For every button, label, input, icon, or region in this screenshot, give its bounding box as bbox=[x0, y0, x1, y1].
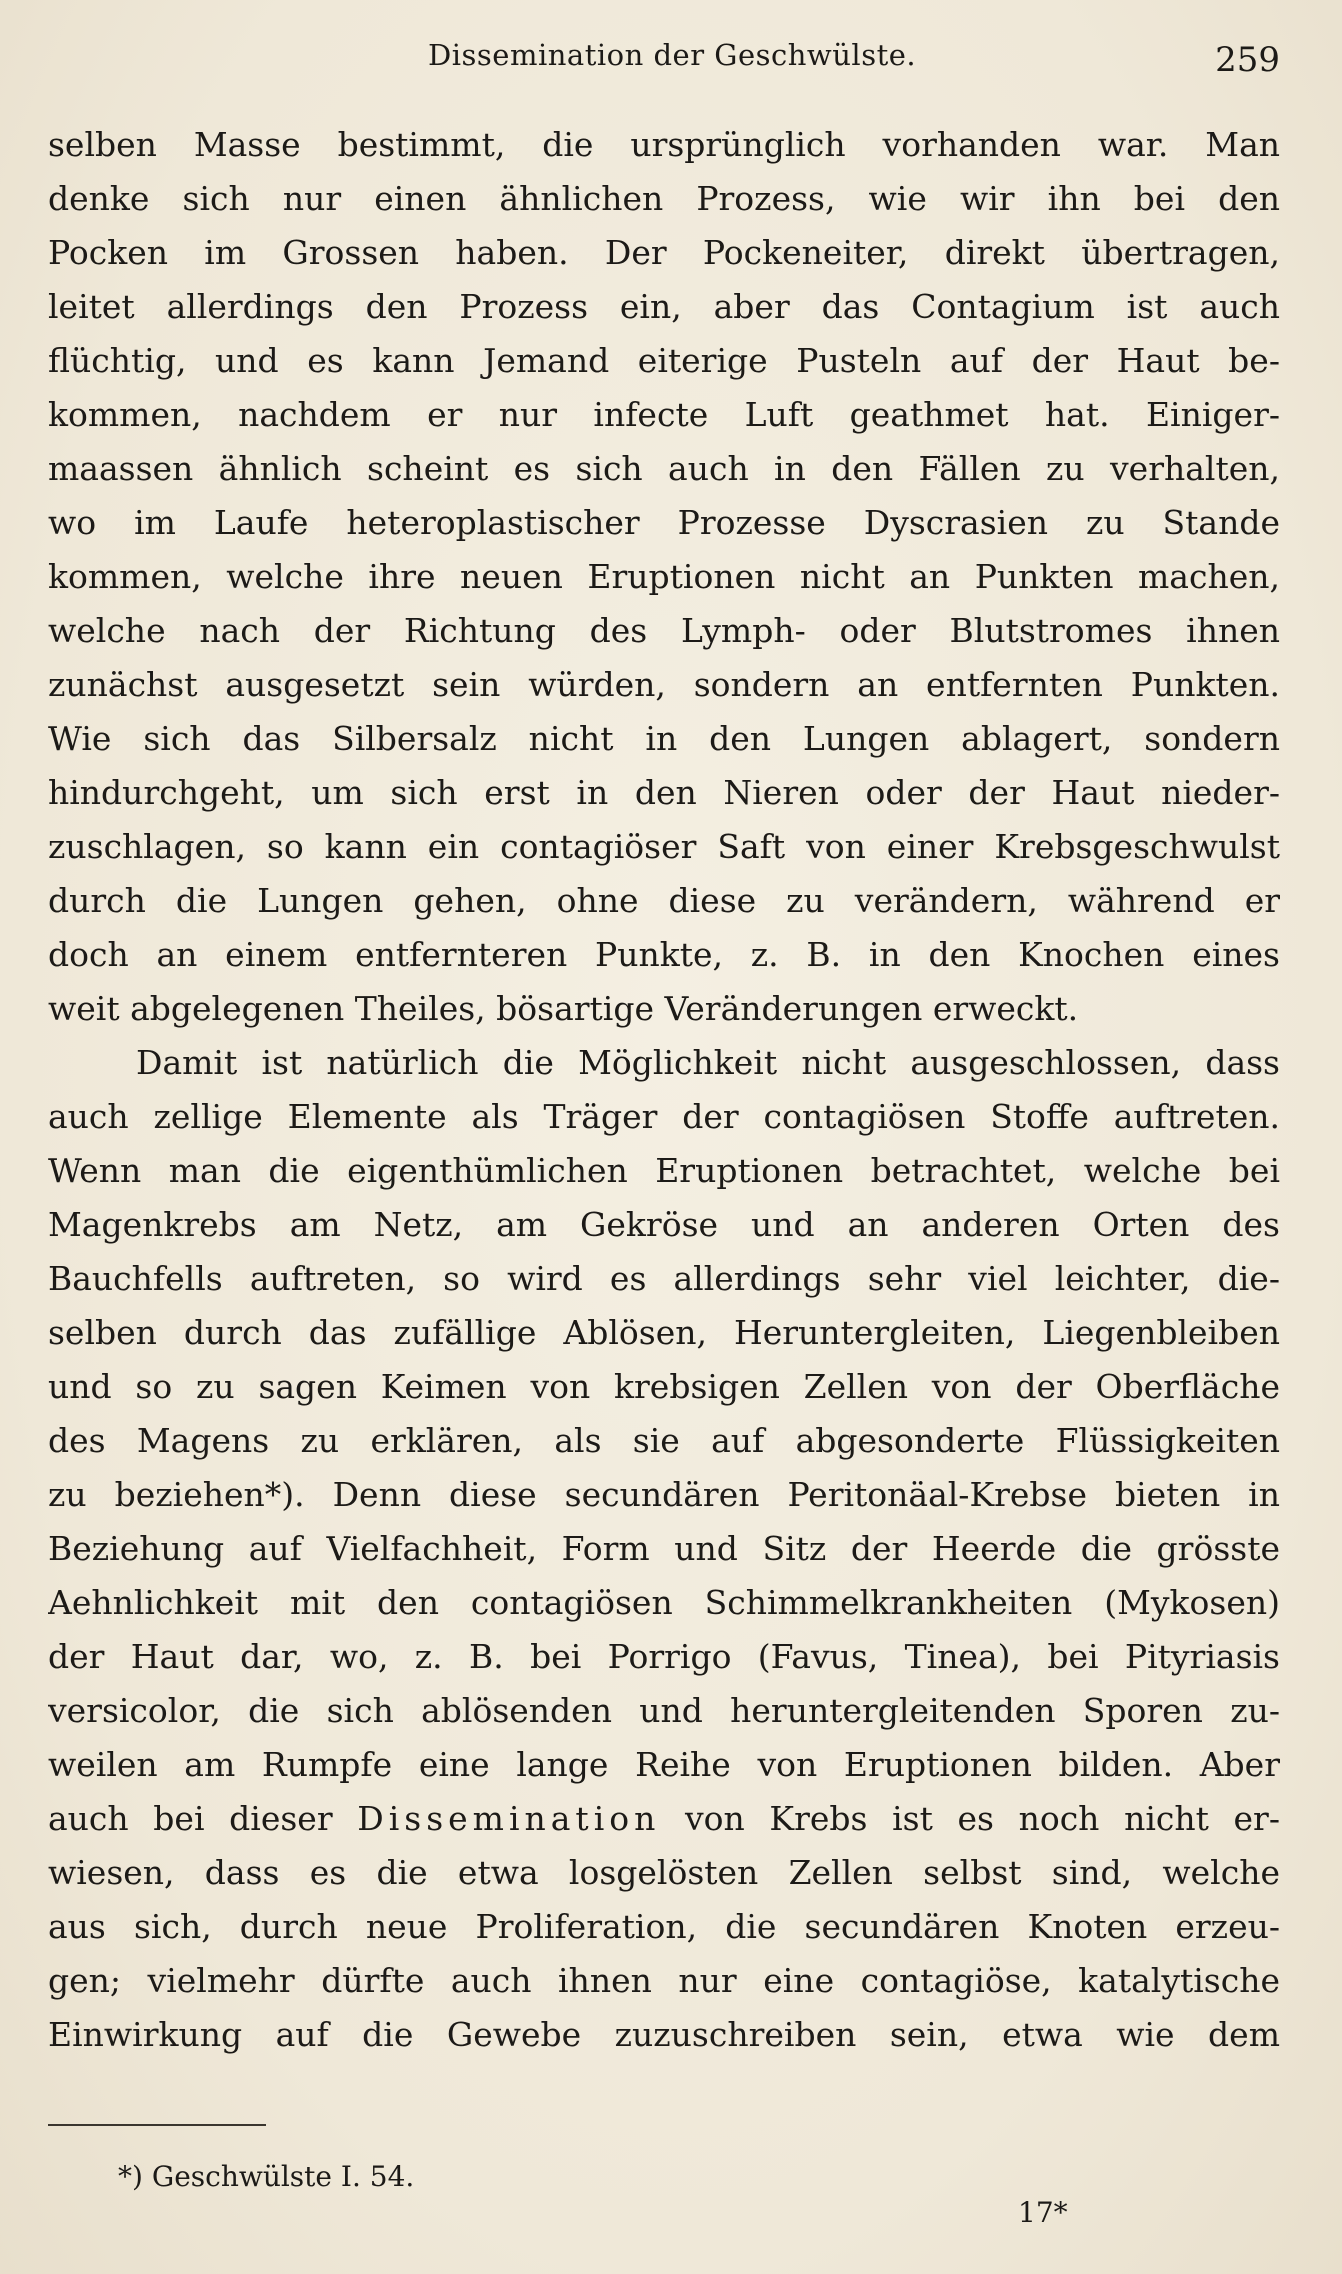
text-line: maassen ähnlich scheint es sich auch in den Fällen zu verhalten, bbox=[48, 449, 1280, 488]
text-line: doch an einem entfernteren Punkte, z. B. in den Knochen eines bbox=[48, 935, 1280, 974]
text-line: kommen, nachdem er nur infecte Luft geathmet hat. Einiger- bbox=[48, 395, 1280, 434]
footnote-divider bbox=[48, 2124, 266, 2126]
text-line: auch zellige Elemente als Träger der contagiösen Stoffe auftreten. bbox=[48, 1097, 1280, 1136]
text-line: kommen, welche ihre neuen Eruptionen nicht an Punkten machen, bbox=[48, 557, 1280, 596]
footnote: *) Geschwülste I. 54. bbox=[118, 2160, 415, 2193]
text-line: Wenn man die eigenthümlichen Eruptionen betrachtet, welche bei bbox=[48, 1151, 1280, 1190]
text-line: welche nach der Richtung des Lymph- oder Blutstromes ihnen bbox=[48, 611, 1280, 650]
page-header bbox=[48, 38, 1280, 88]
text-line: Bauchfells auftreten, so wird es allerdings sehr viel leichter, die- bbox=[48, 1259, 1280, 1298]
text-line: Einwirkung auf die Gewebe zuzuschreiben sein, etwa wie dem bbox=[48, 2015, 1280, 2054]
text-line: Wie sich das Silbersalz nicht in den Lungen ablagert, sondern bbox=[48, 719, 1280, 758]
text-line: denke sich nur einen ähnlichen Prozess, wie wir ihn bei den bbox=[48, 179, 1280, 218]
text-segment: von Krebs ist es noch nicht er- bbox=[685, 1799, 1280, 1838]
running-title: Dissemination der Geschwülste. bbox=[428, 38, 917, 72]
page-number: 259 bbox=[1215, 40, 1280, 80]
text-line-with-spaced-word bbox=[48, 1792, 1280, 1846]
text-line: hindurchgeht, um sich erst in den Nieren oder der Haut nieder- bbox=[48, 773, 1280, 812]
text-line: wo im Laufe heteroplastischer Prozesse Dyscrasien zu Stande bbox=[48, 503, 1280, 542]
text-line: Pocken im Grossen haben. Der Pockeneiter, direkt übertragen, bbox=[48, 233, 1280, 272]
text-line: Beziehung auf Vielfachheit, Form und Sitz der Heerde die grösste bbox=[48, 1529, 1280, 1568]
text-line: Aehnlichkeit mit den contagiösen Schimmelkrankheiten (Mykosen) bbox=[48, 1583, 1280, 1622]
text-line: flüchtig, und es kann Jemand eiterige Pusteln auf der Haut be- bbox=[48, 341, 1280, 380]
signature-mark: 17* bbox=[1018, 2196, 1068, 2229]
text-line: aus sich, durch neue Proliferation, die secundären Knoten erzeu- bbox=[48, 1907, 1280, 1946]
paragraph-start-line: Damit ist natürlich die Möglichkeit nicht ausgeschlossen, dass bbox=[136, 1043, 1280, 1082]
text-line: des Magens zu erklären, als sie auf abgesonderte Flüssigkeiten bbox=[48, 1421, 1280, 1460]
text-line: wiesen, dass es die etwa losgelösten Zellen selbst sind, welche bbox=[48, 1853, 1280, 1892]
text-line: gen; vielmehr dürfte auch ihnen nur eine contagiöse, katalytische bbox=[48, 1961, 1280, 2000]
text-line: der Haut dar, wo, z. B. bei Porrigo (Favus, Tinea), bei Pityriasis bbox=[48, 1637, 1280, 1676]
text-line: selben durch das zufällige Ablösen, Heruntergleiten, Liegenbleiben bbox=[48, 1313, 1280, 1352]
text-line: und so zu sagen Keimen von krebsigen Zellen von der Oberfläche bbox=[48, 1367, 1280, 1406]
text-line: versicolor, die sich ablösenden und heruntergleitenden Sporen zu- bbox=[48, 1691, 1280, 1730]
text-line: leitet allerdings den Prozess ein, aber das Contagium ist auch bbox=[48, 287, 1280, 326]
text-segment: auch bei dieser bbox=[48, 1799, 333, 1838]
spaced-emphasis: Dissemination bbox=[357, 1799, 661, 1838]
paragraph-end-line: weit abgelegenen Theiles, bösartige Veränderungen erweckt. bbox=[48, 989, 1079, 1028]
text-line: Magenkrebs am Netz, am Gekröse und an anderen Orten des bbox=[48, 1205, 1280, 1244]
text-line: durch die Lungen gehen, ohne diese zu verändern, während er bbox=[48, 881, 1280, 920]
body-text bbox=[48, 118, 1280, 2062]
text-line: zuschlagen, so kann ein contagiöser Saft von einer Krebsgeschwulst bbox=[48, 827, 1280, 866]
text-line: selben Masse bestimmt, die ursprünglich vorhanden war. Man bbox=[48, 125, 1280, 164]
text-line: weilen am Rumpfe eine lange Reihe von Eruptionen bilden. Aber bbox=[48, 1745, 1280, 1784]
text-line: zunächst ausgesetzt sein würden, sondern an entfernten Punkten. bbox=[48, 665, 1280, 704]
text-line: zu beziehen*). Denn diese secundären Peritonäal-Krebse bieten in bbox=[48, 1475, 1280, 1514]
